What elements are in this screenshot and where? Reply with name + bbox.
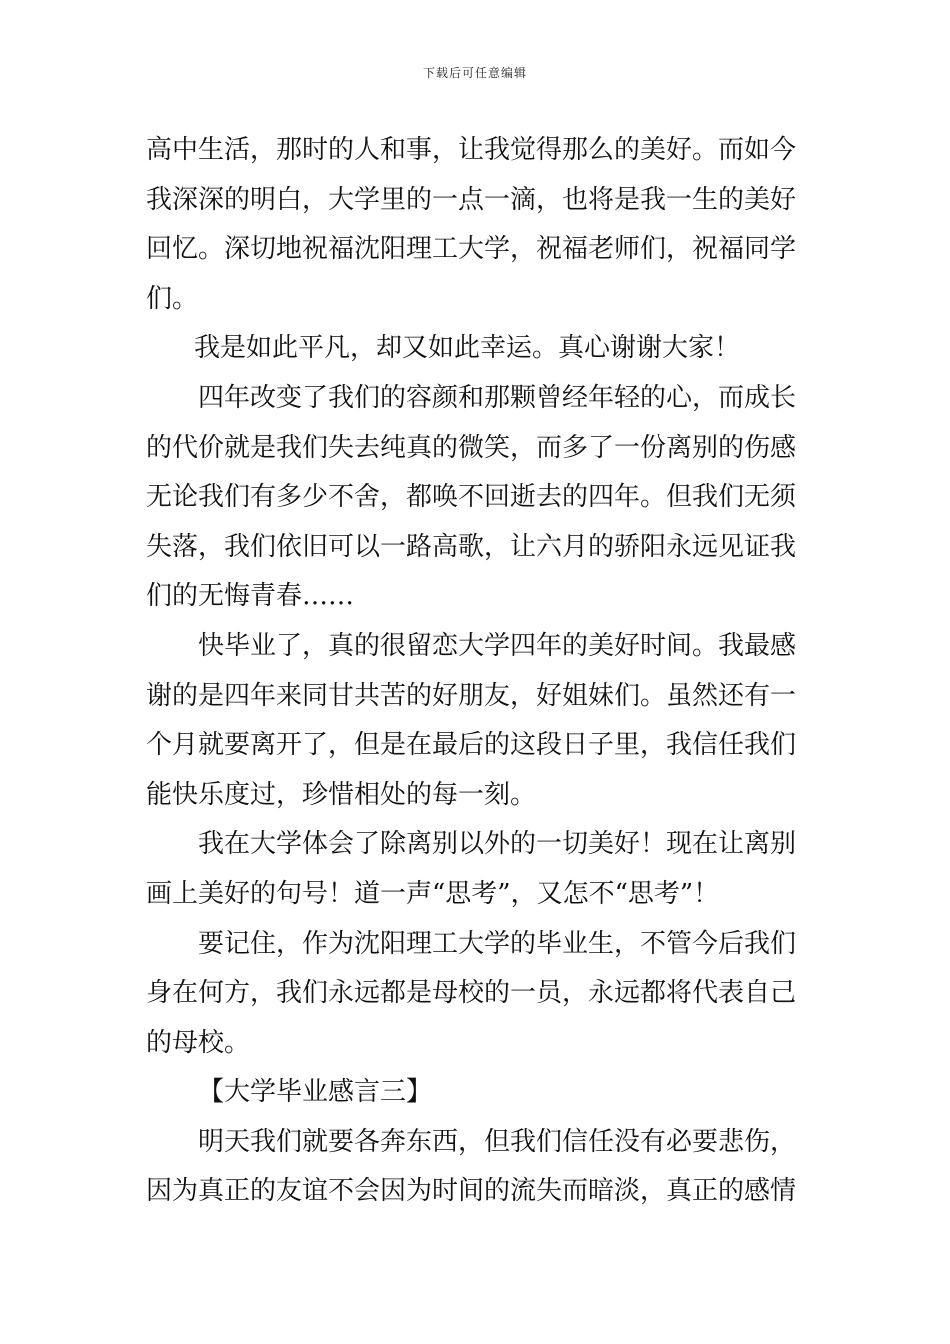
text-line: 我在大学体会了除离别以外的一切美好！现在让离别 <box>198 829 797 860</box>
text-line: 个月就要离开了，但是在最后的这段日子里，我信任我们 <box>146 730 797 761</box>
text-line: 失落，我们依旧可以一路高歌，让六月的骄阳永远见证我 <box>146 531 797 562</box>
text-line: 因为真正的友谊不会因为时间的流失而暗淡，真正的感情 <box>146 1176 797 1207</box>
text-line: 无论我们有多少不舍，都唤不回逝去的四年。但我们无须 <box>146 482 797 513</box>
text-line: 谢的是四年来同甘共苦的好朋友，好姐妹们。虽然还有一 <box>146 680 797 711</box>
text-line: 的代价就是我们失去纯真的微笑，而多了一份离别的伤感 <box>146 432 797 463</box>
text-line: 快毕业了，真的很留恋大学四年的美好时间。我最感 <box>198 630 797 661</box>
text-line: 身在何方，我们永远都是母校的一员，永远都将代表自己 <box>146 978 797 1009</box>
page-header: 下载后可任意编辑 <box>422 66 527 80</box>
text-line: 要记住，作为沈阳理工大学的毕业生，不管今后我们 <box>198 928 797 959</box>
text-line: 明天我们就要各奔东西，但我们信任没有必要悲伤， <box>198 1126 797 1157</box>
text-line: 能快乐度过，珍惜相处的每一刻。 <box>146 779 537 810</box>
document-body <box>146 126 810 1217</box>
text-line: 高中生活，那时的人和事，让我觉得那么的美好。而如今 <box>146 135 797 165</box>
text-line: 们的无悔青春…… <box>146 581 355 612</box>
text-line: 我是如此平凡，却又如此幸运。真心谢谢大家！ <box>194 333 741 364</box>
section-heading: 【大学毕业感言三】 <box>198 1077 433 1108</box>
text-line: 的母校。 <box>146 1027 251 1058</box>
text-line: 画上美好的句号！道一声“思考”，又怎不“思考”！ <box>146 878 720 909</box>
text-line: 回忆。深切地祝福沈阳理工大学，祝福老师们，祝福同学 <box>146 234 797 265</box>
text-line: 四年改变了我们的容颜和那颗曾经年轻的心，而成长 <box>198 382 797 413</box>
text-line: 我深深的明白，大学里的一点一滴，也将是我一生的美好 <box>146 184 797 215</box>
text-line: 们。 <box>146 283 199 314</box>
